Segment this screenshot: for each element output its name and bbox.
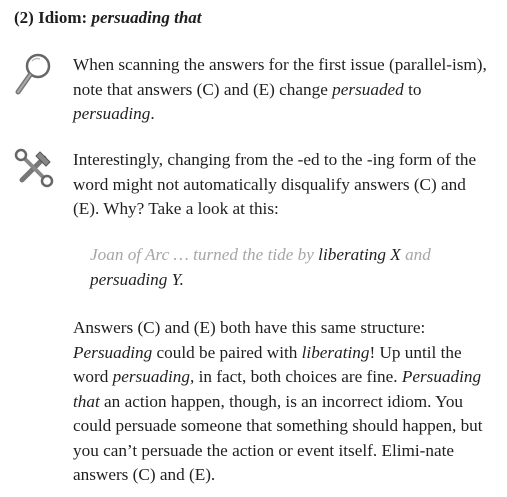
p3-that: that [73, 391, 100, 411]
wrench-screwdriver-icon [14, 148, 54, 188]
p3-persuading-1: Persuading [73, 342, 153, 362]
p3-text-j: an action happen, though, is an incorrect idiom. You could persuade someone that something should happen, but you can’t persuade the action or event itself. Elimi-nate answers (C) and (E). [73, 391, 483, 484]
heading-phrase: persuading that [91, 8, 202, 27]
example-persuading: persuading Y. [90, 269, 184, 289]
paragraph-one [73, 53, 489, 127]
example-liberating: liberating X [318, 245, 401, 264]
example-text-a: Joan of Arc … turned the tide by [90, 245, 319, 264]
example-sentence [90, 243, 490, 292]
p3-text-g: , in fact, both choices are fine. [189, 367, 402, 386]
p3-text-a: Answers (C) and (E) both have this same structure: [73, 318, 426, 337]
p3-text-c: could be paired with [152, 342, 302, 362]
heading-prefix: (2) Idiom: [14, 8, 92, 27]
p3-liberating: liberating [301, 342, 370, 362]
p3-text-e: ! Up until the word [73, 342, 462, 386]
p1-text-e: . [150, 104, 155, 123]
p1-text-a: When scanning the answers for the first issue (parallel-ism), note that answers (C) and (E) change [73, 55, 487, 99]
p1-persuading: persuading [73, 104, 151, 123]
p1-text-c: to [403, 79, 422, 99]
p1-persuaded: persuaded [332, 79, 404, 99]
magnifying-glass-icon [14, 50, 54, 100]
paragraph-three [73, 316, 489, 488]
section-heading [14, 8, 202, 28]
p3-persuading-3: Persuading [401, 367, 482, 386]
paragraph-two: Interestingly, changing from the -ed to the -ing form of the word might not automatically disqualify answers (C) and (E). Why? Take a look at this: [73, 150, 477, 218]
example-text-c: and [400, 245, 431, 264]
p3-persuading-2: persuading [112, 367, 190, 386]
